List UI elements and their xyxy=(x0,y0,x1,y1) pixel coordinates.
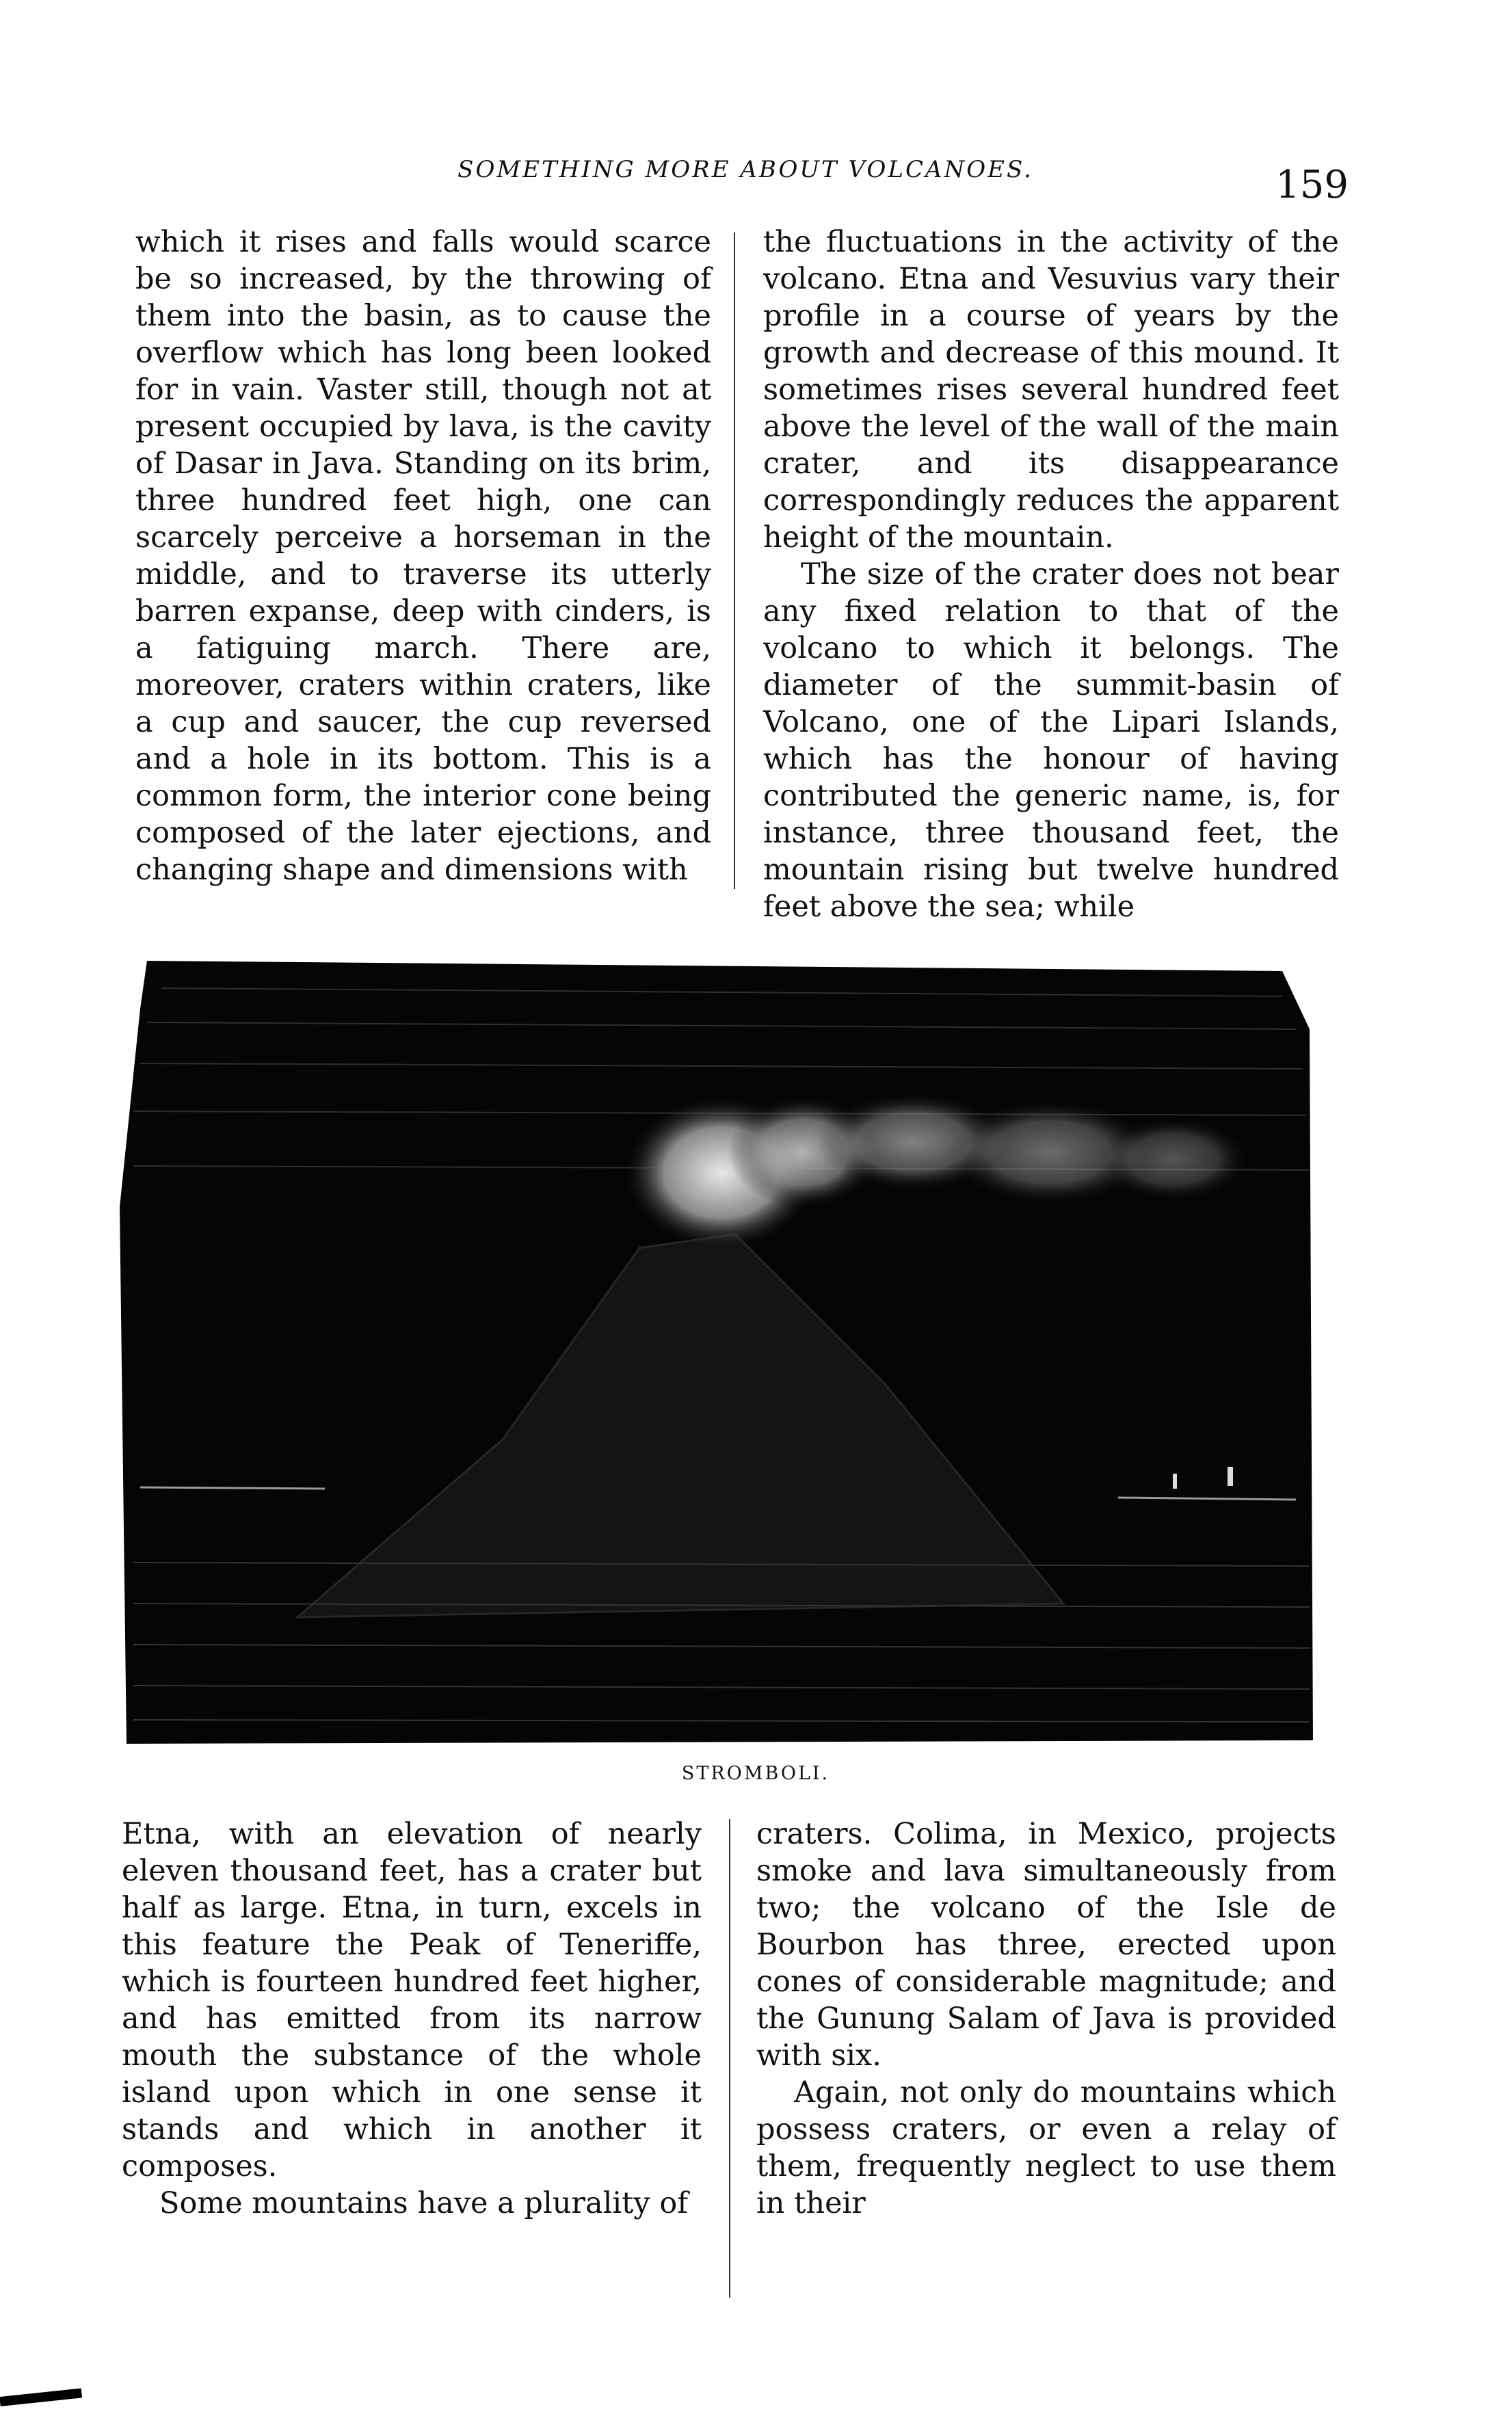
column-divider xyxy=(729,1819,730,2298)
upper-left-column xyxy=(135,224,711,888)
page-number: 159 xyxy=(1275,163,1349,207)
paragraph: Some mountains have a plurality of xyxy=(159,2186,689,2220)
column-divider xyxy=(734,233,735,889)
paragraph: The size of the crater does not bear any fixed relation to that of the volcano to which it belongs. The diameter of the summit-basin of Volcano, one of the Lipari Islands, which has the honour of having contributed the generic name, is, for instance, three thousand feet, the mountain rising but twelve hundred feet above the sea; while xyxy=(763,557,1339,924)
paragraph: craters. Colima, in Mexico, projects smoke and lava simultaneously from two; the volcano of the Isle de Bourbon has three, erected upon cones of considerable magnitude; and the Gunung Salam of Java is provided with six. xyxy=(756,1817,1336,2073)
stromboli-engraving xyxy=(120,947,1320,1751)
paragraph: Etna, with an elevation of nearly eleven thousand feet, has a crater but half as large. Etna, in turn, excels in this feature the Peak of Teneriffe, which is fourteen hundred feet higher, and has emitted from its narrow mouth the substance of the whole island upon which in one sense it stands and which in another it composes. xyxy=(122,1817,702,2183)
figure-caption: STROMBOLI. xyxy=(681,1763,830,1784)
paragraph: the fluctuations in the activity of the volcano. Etna and Vesuvius vary their profile in a course of years by the growth and decrease of this mound. It sometimes rises several hundred feet above the level of the wall of the main crater, and its disappearance correspondingly reduces the apparent height of the mountain. xyxy=(763,225,1339,555)
paragraph: Again, not only do mountains which possess craters, or even a relay of them, frequently neglect to use them in their xyxy=(756,2075,1336,2220)
upper-right-column xyxy=(763,224,1339,925)
lower-left-column xyxy=(122,1816,702,2222)
lower-right-column xyxy=(756,1816,1336,2222)
paragraph: which it rises and falls would scarce be so increased, by the throwing of them into the basin, as to cause the overflow which has long been looked for in vain. Vaster still, though not at present occupied by lava, is the cavity of Dasar in Java. Standing on its brim, three hundred feet high, one can scarcely perceive a horseman in the middle, and to traverse its utterly barren expanse, deep with cinders, is a fatiguing march. There are, moreover, craters within craters, like a cup and saucer, the cup reversed and a hole in its bottom. This is a common form, the interior cone being composed of the later ejections, and changing shape and dimensions with xyxy=(135,225,711,887)
scan-edge-mark xyxy=(0,2388,82,2406)
running-title: SOMETHING MORE ABOUT VOLCANOES. xyxy=(457,156,1033,183)
